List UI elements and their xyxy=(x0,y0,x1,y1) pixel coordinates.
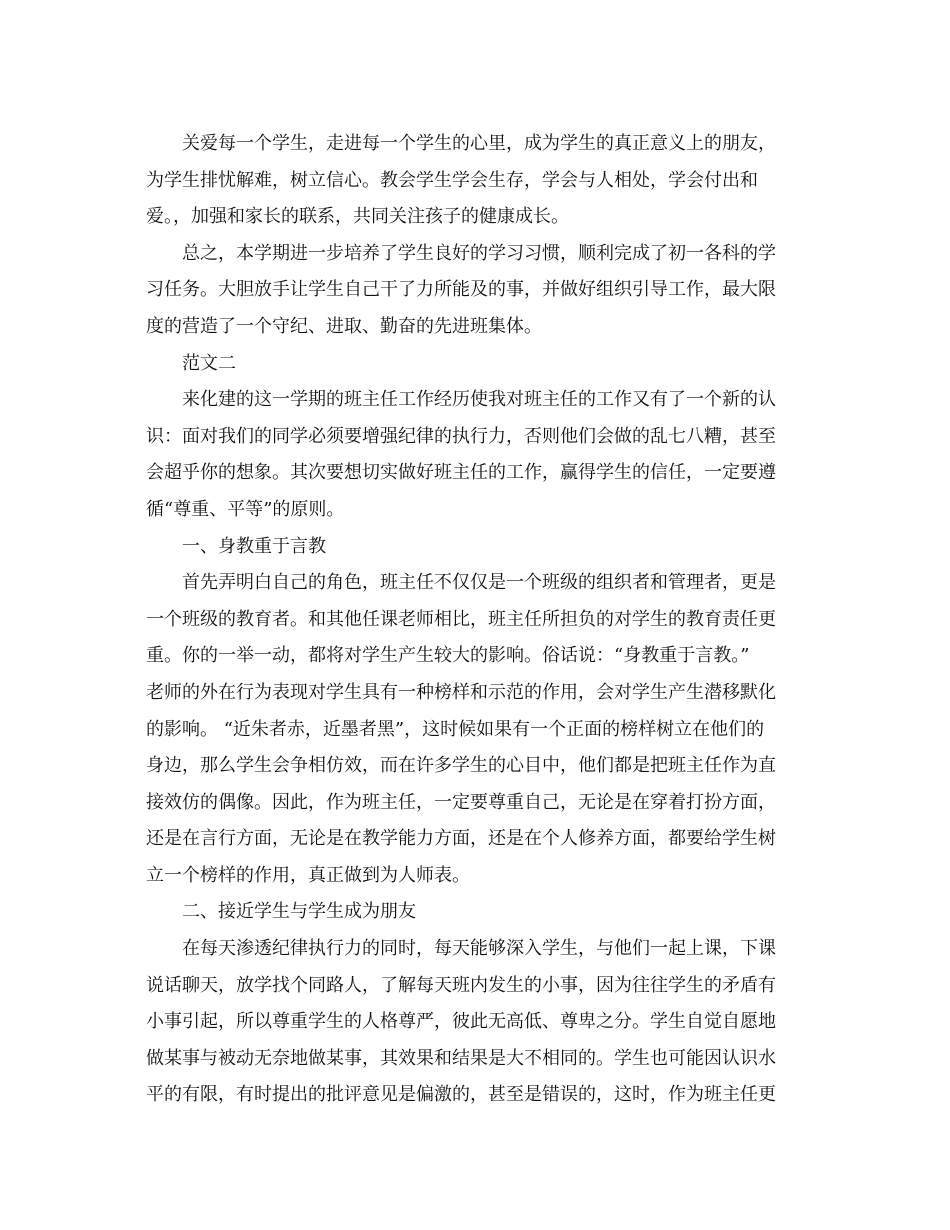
text-line: 的影响。 “近朱者赤，近墨者黑”，这时候如果有一个正面的榜样树立在他们的 xyxy=(146,718,765,740)
text-line: 首先弄明白自己的角色，班主任不仅仅是一个班级的组织者和管理者，更是 xyxy=(182,572,776,594)
text-line: 一个班级的教育者。和其他任课老师相比，班主任所担负的对学生的教育责任更 xyxy=(146,608,776,630)
text-line: 范文二 xyxy=(182,352,236,374)
text-line: 接效仿的偶像。因此，作为班主任，一定要尊重自己，无论是在穿着打扮方面， xyxy=(146,791,776,813)
text-line: 二、接近学生与学生成为朋友 xyxy=(182,901,416,923)
text-line: 身边，那么学生会争相仿效，而在许多学生的心目中，他们都是把班主任作为直 xyxy=(146,755,776,777)
text-line: 在每天渗透纪律执行力的同时，每天能够深入学生，与他们一起上课，下课 xyxy=(182,938,776,960)
text-line: 重。你的一举一动，都将对学生产生较大的影响。俗话说：“身教重于言教。” xyxy=(146,645,750,667)
text-line: 总之，本学期进一步培养了学生良好的学习习惯，顺利完成了初一各科的学 xyxy=(182,242,776,264)
text-line: 关爱每一个学生，走进每一个学生的心里，成为学生的真正意义上的朋友， xyxy=(182,133,776,154)
text-line: 循“尊重、平等”的原则。 xyxy=(146,498,345,520)
text-line: 爱。，加强和家长的联系，共同关注孩子的健康成长。 xyxy=(146,206,569,228)
text-line: 老师的外在行为表现对学生具有一种榜样和示范的作用，会对学生产生潜移默化 xyxy=(146,681,776,703)
text-line: 小事引起，所以尊重学生的人格尊严，彼此无高低、尊卑之分。学生自觉自愿地 xyxy=(146,1011,776,1033)
text-line: 立一个榜样的作用，真正做到为人师表。 xyxy=(146,864,470,886)
text-line: 度的营造了一个守纪、进取、勤奋的先进班集体。 xyxy=(146,315,542,337)
document-body xyxy=(146,126,810,1114)
text-line: 还是在言行方面，无论是在教学能力方面，还是在个人修养方面，都要给学生树 xyxy=(146,828,776,850)
text-line: 说话聊天，放学找个同路人，了解每天班内发生的小事，因为往往学生的矛盾有 xyxy=(146,974,776,996)
text-line: 习任务。大胆放手让学生自己干了力所能及的事，并做好组织引导工作，最大限 xyxy=(146,279,776,301)
text-line: 平的有限，有时提出的批评意见是偏激的，甚至是错误的，这时，作为班主任更 xyxy=(146,1084,776,1106)
text-line: 做某事与被动无奈地做某事，其效果和结果是大不相同的。学生也可能因认识水 xyxy=(146,1047,776,1069)
text-line: 识：面对我们的同学必须要增强纪律的执行力，否则他们会做的乱七八糟，甚至 xyxy=(146,425,776,447)
text-line: 来化建的这一学期的班主任工作经历使我对班主任的工作又有了一个新的认 xyxy=(182,389,776,411)
text-line: 一、身教重于言教 xyxy=(182,535,326,557)
text-line: 为学生排忧解难，树立信心。教会学生学会生存，学会与人相处，学会付出和 xyxy=(146,169,758,191)
text-line: 会超乎你的想象。其次要想切实做好班主任的工作，赢得学生的信任，一定要遵 xyxy=(146,462,776,484)
